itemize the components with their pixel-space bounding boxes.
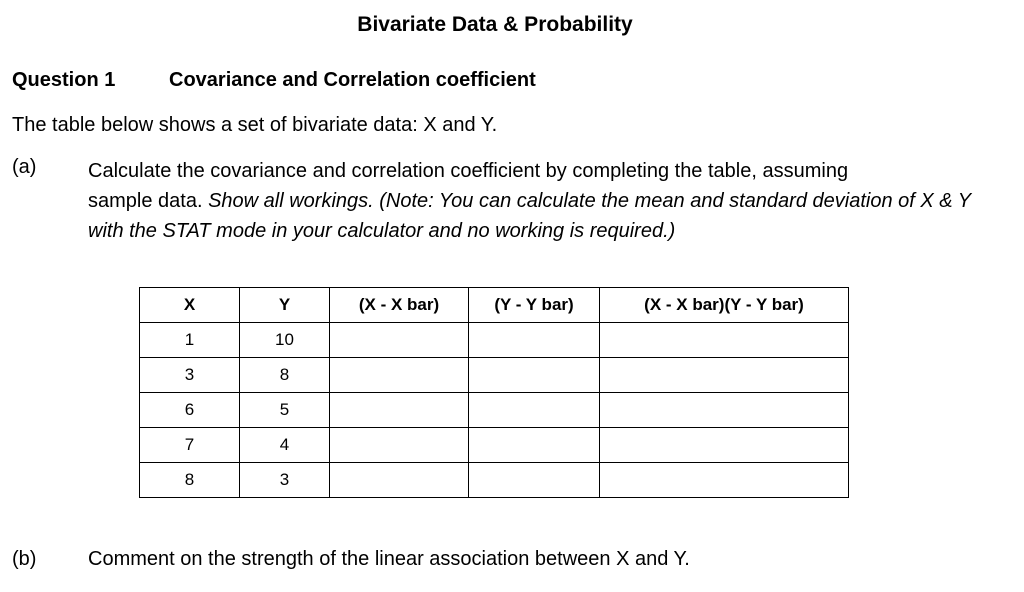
table-row [140, 428, 849, 463]
cell-y: 4 [240, 428, 330, 463]
cell-product[interactable] [600, 358, 849, 393]
cell-y: 3 [240, 463, 330, 498]
cell-y: 5 [240, 393, 330, 428]
cell-y-deviation[interactable] [469, 428, 600, 463]
intro-text: The table below shows a set of bivariate data: X and Y. [12, 114, 498, 136]
part-a-text-italic: Show all workings. (Note: You can calculate the mean and standard deviation of X & Y with the STAT mode in your calculator and no working is required.) [88, 190, 971, 242]
part-a-text-line1: Calculate the covariance and correlation coefficient by completing the table, assuming [88, 160, 849, 182]
cell-x-deviation[interactable] [330, 428, 469, 463]
question-title: Covariance and Correlation coefficient [169, 69, 536, 91]
cell-x: 8 [140, 463, 240, 498]
part-a-label: (a) [12, 156, 37, 178]
header-y-deviation: (Y - Y bar) [469, 288, 600, 323]
cell-product[interactable] [600, 323, 849, 358]
question-number: Question 1 [12, 69, 116, 91]
cell-x-deviation[interactable] [330, 358, 469, 393]
header-product: (X - X bar)(Y - Y bar) [600, 288, 849, 323]
cell-x: 1 [140, 323, 240, 358]
cell-y: 10 [240, 323, 330, 358]
part-b-label: (b) [12, 548, 37, 570]
cell-x-deviation[interactable] [330, 463, 469, 498]
part-a-text-plain: sample data. [88, 190, 209, 212]
cell-x-deviation[interactable] [330, 393, 469, 428]
cell-y-deviation[interactable] [469, 463, 600, 498]
table-row [140, 463, 849, 498]
cell-y-deviation[interactable] [469, 323, 600, 358]
header-y: Y [240, 288, 330, 323]
table-row [140, 393, 849, 428]
cell-x: 6 [140, 393, 240, 428]
part-a-instructions [88, 156, 988, 246]
table-header-row [140, 288, 849, 323]
bivariate-data-table [139, 287, 849, 498]
cell-product[interactable] [600, 463, 849, 498]
cell-x: 7 [140, 428, 240, 463]
table-row [140, 323, 849, 358]
cell-y-deviation[interactable] [469, 393, 600, 428]
cell-x: 3 [140, 358, 240, 393]
table-row [140, 358, 849, 393]
cell-product[interactable] [600, 393, 849, 428]
header-x: X [140, 288, 240, 323]
cell-x-deviation[interactable] [330, 323, 469, 358]
cell-y: 8 [240, 358, 330, 393]
header-x-deviation: (X - X bar) [330, 288, 469, 323]
cell-product[interactable] [600, 428, 849, 463]
document-title: Bivariate Data & Probability [357, 13, 633, 36]
cell-y-deviation[interactable] [469, 358, 600, 393]
part-b-text: Comment on the strength of the linear association between X and Y. [88, 548, 690, 570]
